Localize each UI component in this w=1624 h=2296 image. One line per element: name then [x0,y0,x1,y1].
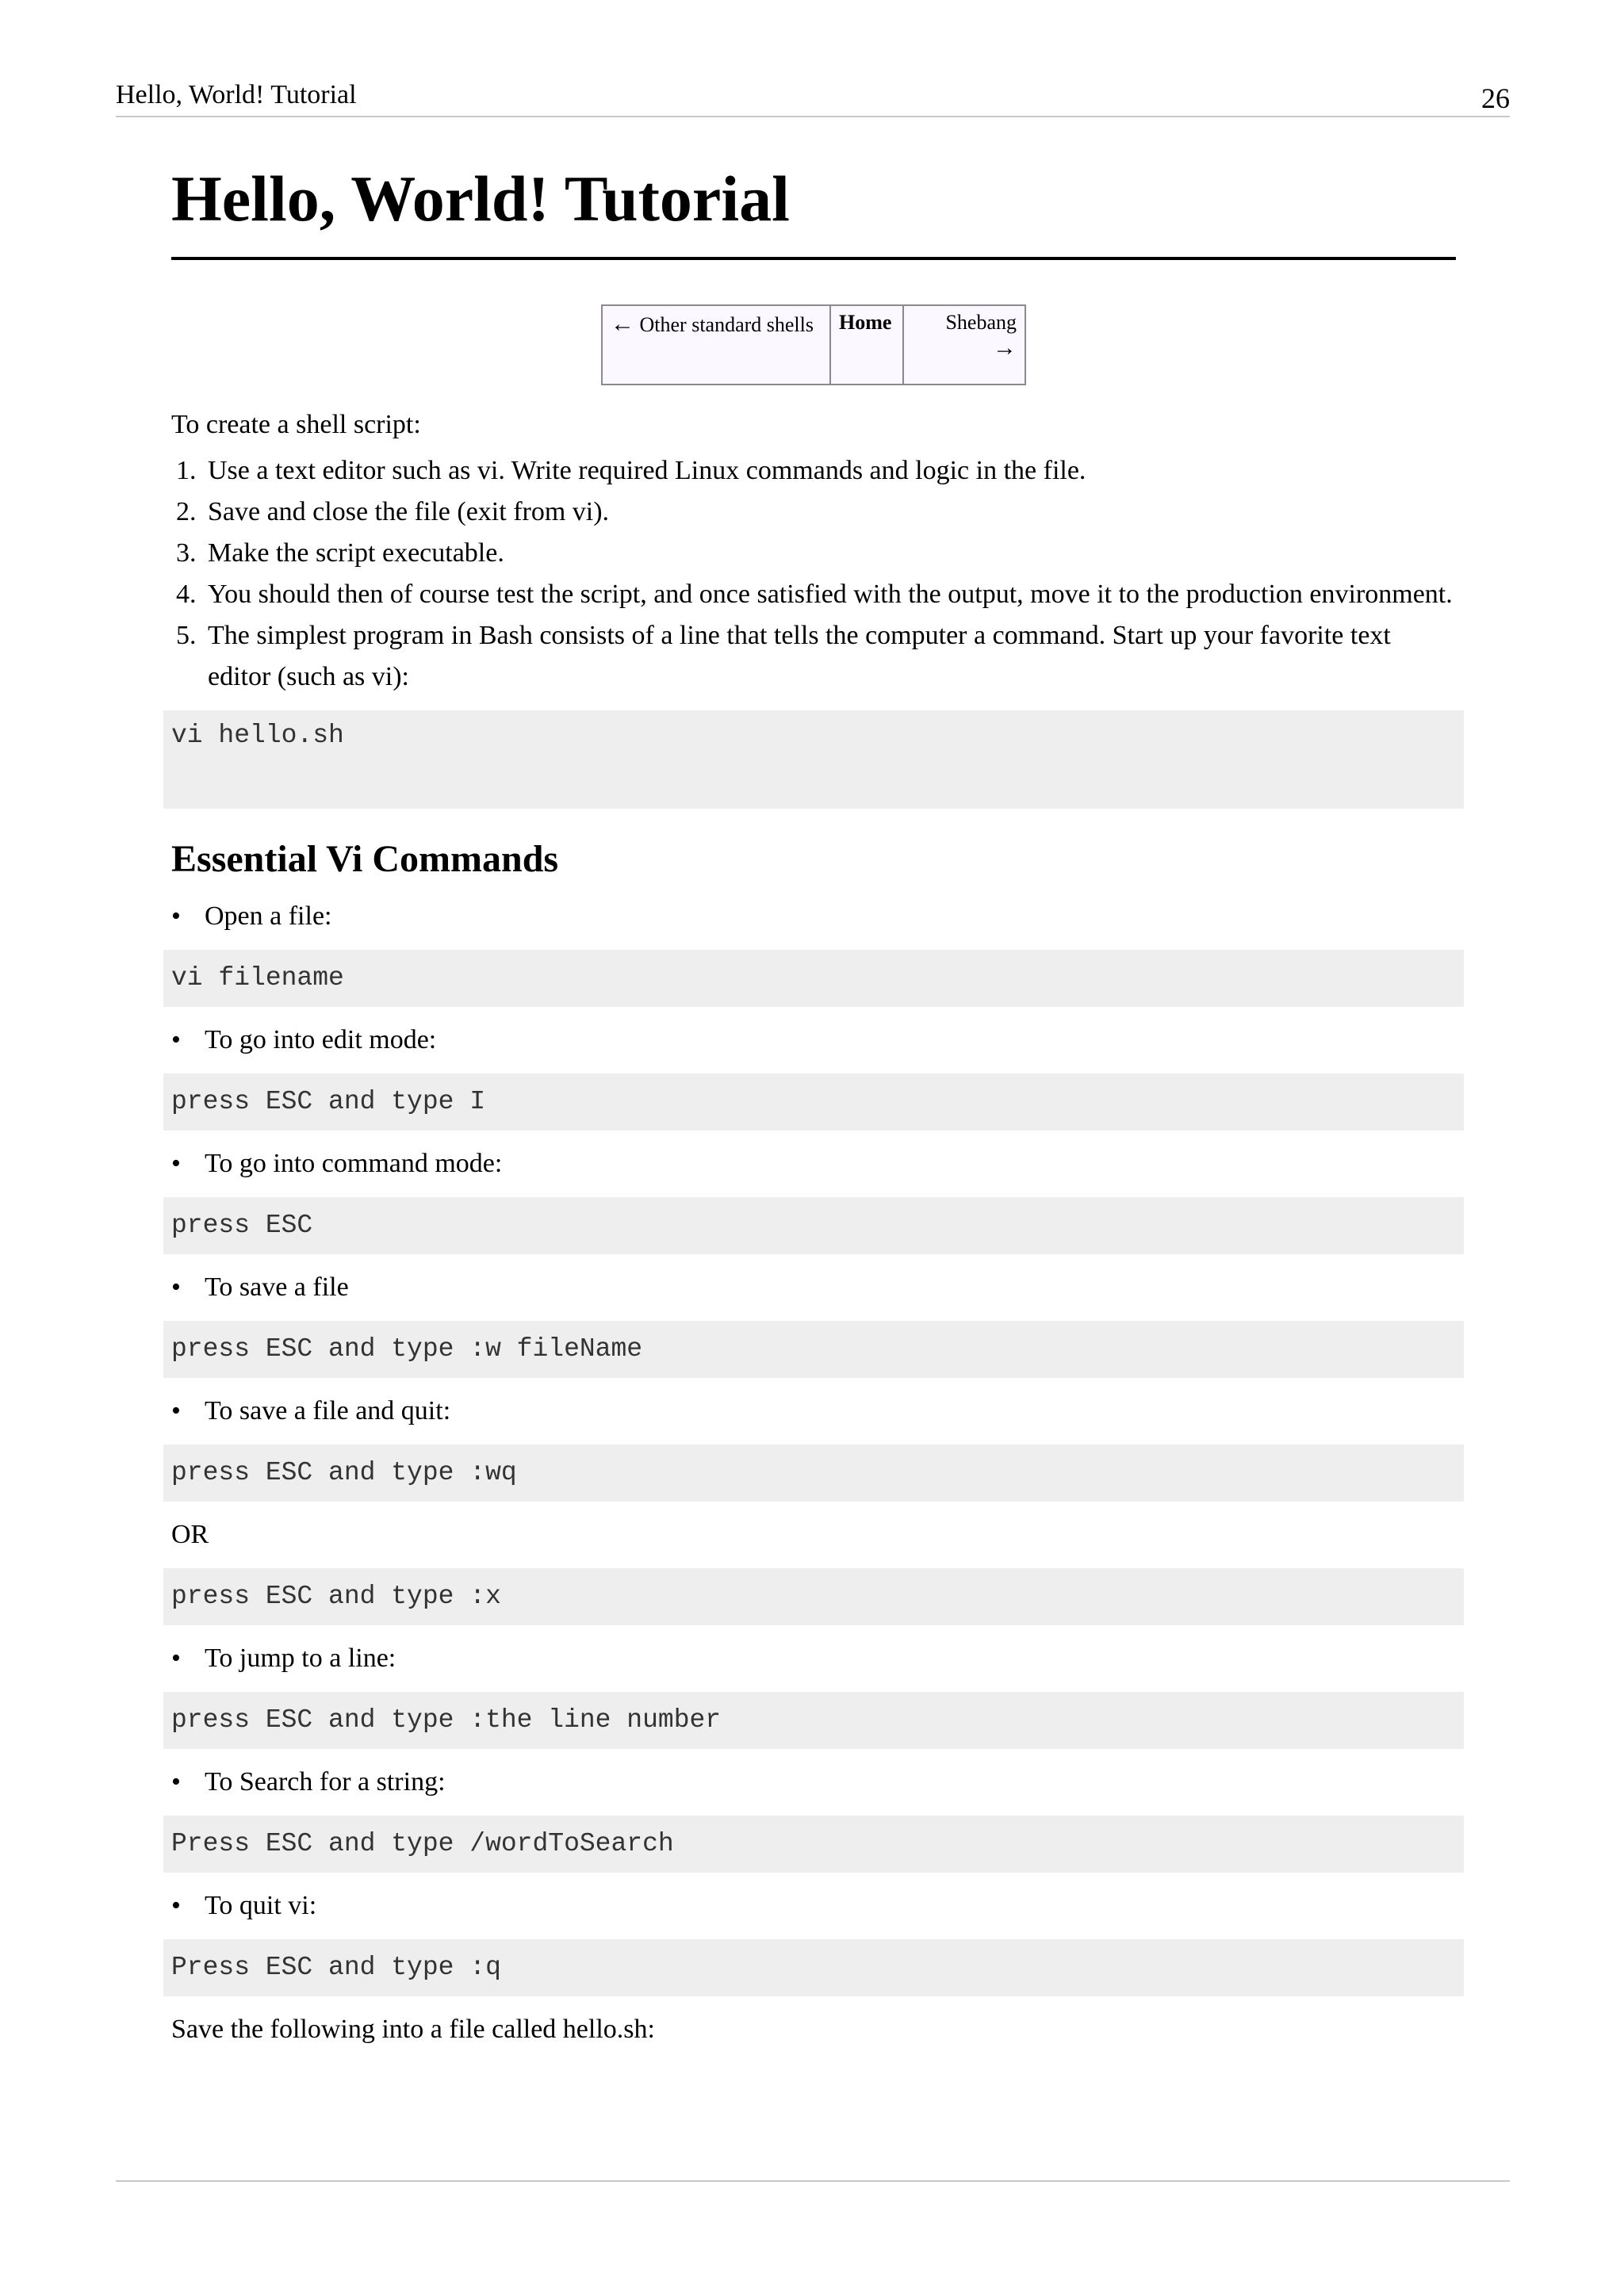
bullet-label: To jump to a line: [205,1644,396,1673]
navigation-table [601,304,1026,385]
bullet-item [171,1378,1456,1445]
step-number: 2. [176,497,197,526]
bullet-icon: • [171,1149,181,1178]
closing-text: Save the following into a file called hello.sh: [171,2015,655,2044]
footer-divider [116,2180,1510,2182]
step-text: Make the script executable. [208,538,504,568]
step-item [171,615,1456,698]
code-block: vi filename [163,950,1464,1007]
nav-prev-label: Other standard shells [639,313,814,336]
step-number: 4. [176,580,197,609]
code-block: press ESC and type :w fileName [163,1321,1464,1378]
step-item [171,533,1456,574]
bullet-icon: • [171,901,181,931]
step-item [171,492,1456,533]
bullet-label: To save a file [205,1272,349,1302]
nav-next-label: Shebang [945,311,1017,334]
or-label: OR [171,1520,209,1549]
code-block: press ESC and type :x [163,1568,1464,1625]
step-item [171,450,1456,492]
bullet-icon: • [171,1025,181,1054]
step-number: 5. [176,621,197,650]
bullet-item [171,1007,1456,1073]
bullet-label: Open a file: [205,901,332,931]
bullet-item [171,1873,1456,1939]
bullet-icon: • [171,1767,181,1797]
page-content [171,155,1456,2063]
nav-home-link[interactable]: Home [839,311,892,334]
code-block: Press ESC and type :q [163,1939,1464,1996]
step-text: The simplest program in Bash consists of a line that tells the computer a command. Start up your favorite text editor (such as vi): [208,621,1391,691]
nav-home-cell [830,305,903,385]
step-text: Save and close the file (exit from vi). [208,497,610,526]
nav-next-cell [903,305,1025,385]
code-block: press ESC and type :the line number [163,1692,1464,1749]
bullet-label: To save a file and quit: [205,1396,451,1425]
nav-prev-link[interactable] [611,311,822,338]
bullet-item [171,1131,1456,1197]
step-text: Use a text editor such as vi. Write required Linux commands and logic in the file. [208,456,1086,485]
running-title: Hello, World! Tutorial [116,80,357,109]
bullet-icon: • [171,1396,181,1425]
bullet-item [171,883,1456,950]
navigation-box [171,304,1456,385]
code-block: press ESC and type :wq [163,1445,1464,1502]
code-block: press ESC [163,1197,1464,1254]
bullet-label: To quit vi: [205,1891,317,1920]
code-block: vi hello.sh [163,710,1464,809]
section-heading: Essential Vi Commands [171,838,559,880]
left-arrow-icon: ← [611,311,634,337]
bullet-icon: • [171,1644,181,1673]
page-title: Hello, World! Tutorial [171,155,1456,260]
step-number: 1. [176,456,197,485]
code-block: press ESC and type I [163,1073,1464,1131]
nav-next-link[interactable] [912,311,1017,362]
bullet-item [171,1749,1456,1816]
running-header [116,79,1510,117]
bullet-icon: • [171,1891,181,1920]
step-item [171,574,1456,615]
bullet-item [171,1625,1456,1692]
code-block: Press ESC and type /wordToSearch [163,1816,1464,1873]
bullet-label: To go into edit mode: [205,1025,437,1054]
intro-text: To create a shell script: [171,410,421,439]
bullet-label: To go into command mode: [205,1149,503,1178]
step-number: 3. [176,538,197,568]
steps-list [171,450,1456,698]
bullet-label: To Search for a string: [205,1767,446,1797]
page-number: 26 [1481,82,1510,114]
bullet-icon: • [171,1272,181,1302]
nav-prev-cell [602,305,830,385]
bullet-item [171,1254,1456,1321]
right-arrow-icon: → [993,335,1017,361]
step-text: You should then of course test the script, and once satisfied with the output, move it to the production environment. [208,580,1453,609]
